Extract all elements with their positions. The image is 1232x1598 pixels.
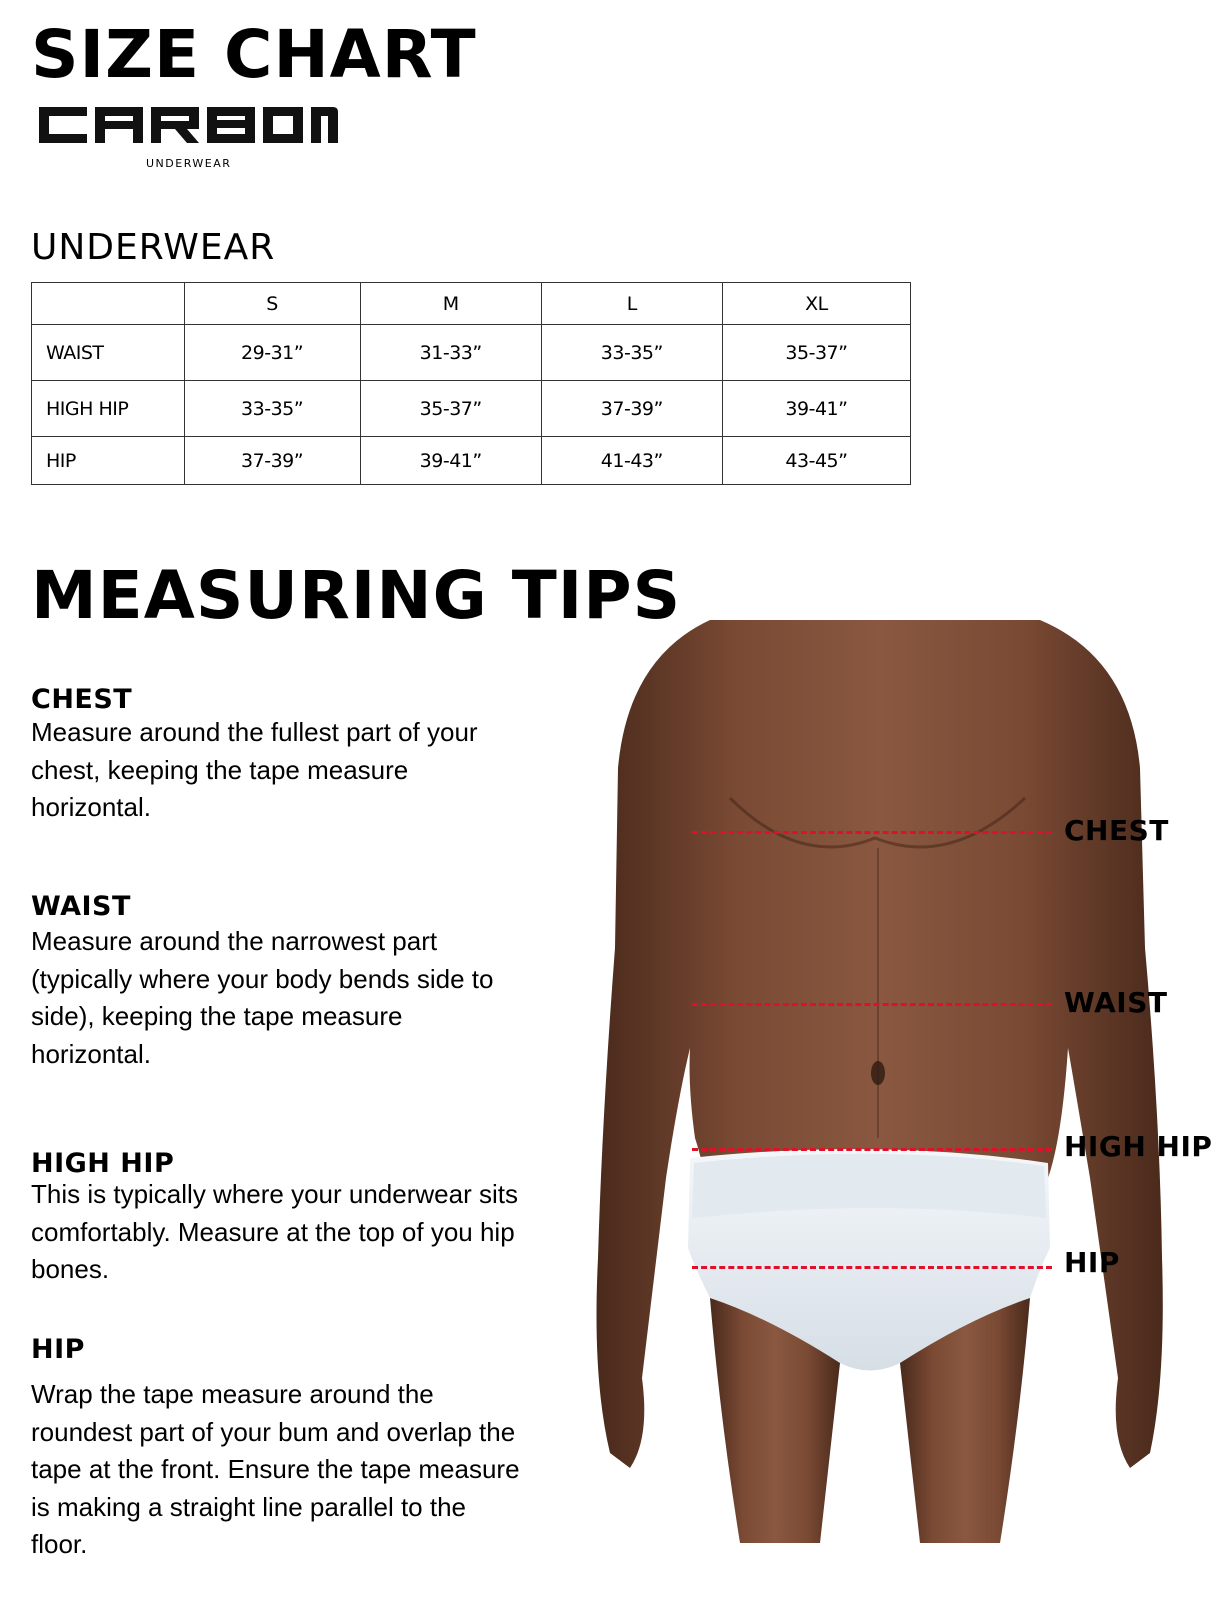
column-header: S	[184, 283, 360, 325]
figure-label-hip: HIP	[1064, 1246, 1120, 1279]
table-cell: 33-35”	[541, 325, 722, 381]
column-header	[32, 283, 185, 325]
table-cell: 43-45”	[722, 437, 910, 485]
table-cell: 29-31”	[184, 325, 360, 381]
figure-label-high-hip: HIGH HIP	[1064, 1130, 1213, 1163]
figure-label-chest: CHEST	[1064, 814, 1169, 847]
row-label: WAIST	[32, 325, 185, 381]
table-cell: 35-37”	[722, 325, 910, 381]
hip-measure-line	[692, 1266, 1052, 1269]
table-cell: 37-39”	[541, 381, 722, 437]
tip-heading-high-hip: HIGH HIP	[31, 1148, 175, 1179]
model-photo	[570, 618, 1190, 1543]
section-label: UNDERWEAR	[31, 227, 276, 268]
table-cell: 37-39”	[184, 437, 360, 485]
tip-text-hip: Wrap the tape measure around the roundest part of your bum and overlap the tape at the front. Ensure the tape measure is making a straight line parallel to the floor.	[31, 1379, 520, 1559]
table-header-row	[32, 283, 911, 325]
column-header: M	[360, 283, 541, 325]
table-cell: 39-41”	[722, 381, 910, 437]
high-hip-measure-line	[692, 1148, 1052, 1151]
tip-text-high-hip: This is typically where your underwear sits comfortably. Measure at the top of you hip bones.	[31, 1179, 518, 1284]
column-header: L	[541, 283, 722, 325]
tip-heading-chest: CHEST	[31, 684, 133, 715]
figure-label-waist: WAIST	[1064, 986, 1168, 1019]
brand-subtitle: UNDERWEAR	[146, 157, 232, 170]
row-label: HIGH HIP	[32, 381, 185, 437]
tip-text-waist: Measure around the narrowest part (typically where your body bends side to side), keeping the tape measure horizontal.	[31, 926, 494, 1069]
tip-heading-waist: WAIST	[31, 891, 131, 922]
table-cell: 33-35”	[184, 381, 360, 437]
size-table	[31, 282, 911, 485]
table-row	[32, 437, 911, 485]
table-row	[32, 325, 911, 381]
page-title: SIZE CHART	[31, 16, 477, 93]
tips-title: MEASURING TIPS	[31, 557, 682, 634]
table-cell: 31-33”	[360, 325, 541, 381]
tip-text-chest: Measure around the fullest part of your chest, keeping the tape measure horizontal.	[31, 717, 478, 822]
table-cell: 41-43”	[541, 437, 722, 485]
table-row	[32, 381, 911, 437]
column-header: XL	[722, 283, 910, 325]
table-cell: 35-37”	[360, 381, 541, 437]
row-label: HIP	[32, 437, 185, 485]
waist-measure-line	[692, 1003, 1052, 1006]
table-cell: 39-41”	[360, 437, 541, 485]
tip-heading-hip: HIP	[31, 1334, 85, 1365]
chest-measure-line	[692, 831, 1052, 834]
